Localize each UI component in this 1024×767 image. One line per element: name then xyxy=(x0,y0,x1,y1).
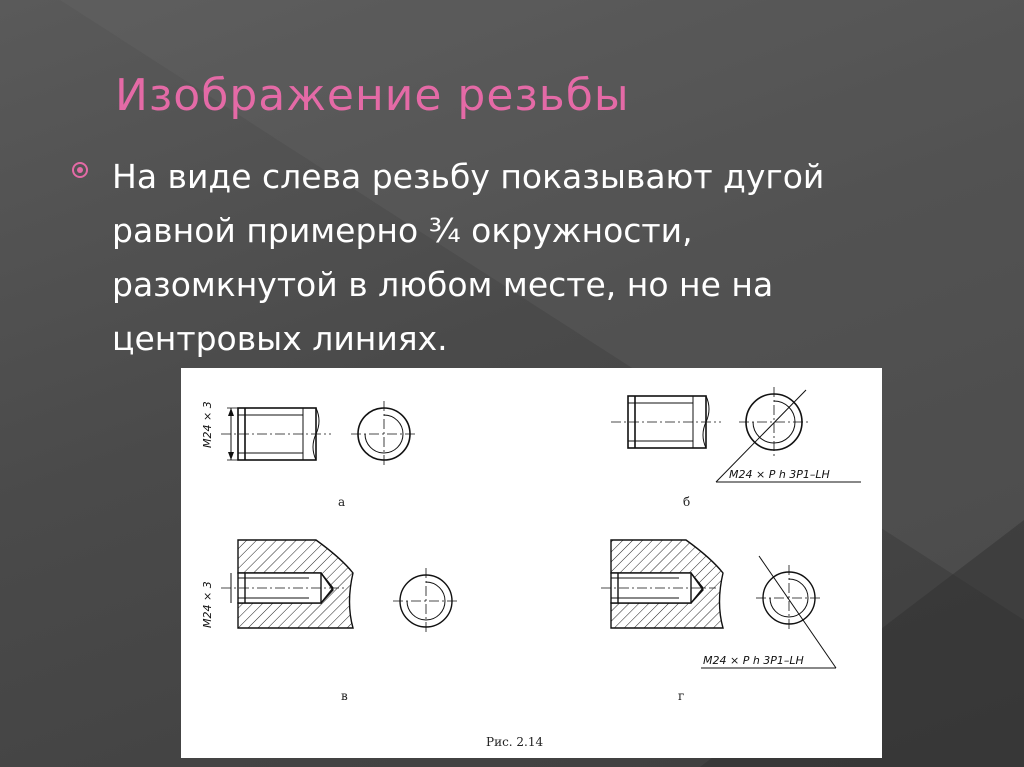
bullet-item xyxy=(70,150,970,366)
panel-g-drawing xyxy=(601,540,836,668)
panel-g-label: г xyxy=(678,689,685,703)
figure-caption: Рис. 2.14 xyxy=(486,735,544,749)
panel-a-label: а xyxy=(338,495,346,509)
panel-v-drawing xyxy=(221,540,459,634)
panel-b-label: б xyxy=(683,495,691,509)
panel-a-drawing xyxy=(221,401,417,467)
thread-drawing-figure xyxy=(181,368,882,758)
slide-title: Изображение резьбы xyxy=(115,70,630,121)
technical-drawing xyxy=(181,368,882,758)
panel-v-label: в xyxy=(341,689,348,703)
panel-v-dimension-label: M24 × 3 xyxy=(201,581,214,628)
panel-b-leader-label: M24 × P h 3P1–LH xyxy=(729,468,830,481)
panel-g-leader-label: M24 × P h 3P1–LH xyxy=(703,654,804,667)
bullet-text: На виде слева резьбу показывают дугой равной примерно ¾ окружности, разомкнутой в любом месте, но не на центровых линиях. xyxy=(112,157,825,358)
bullet-icon xyxy=(72,162,88,178)
panel-a-dimension-label: M24 × 3 xyxy=(201,401,214,448)
